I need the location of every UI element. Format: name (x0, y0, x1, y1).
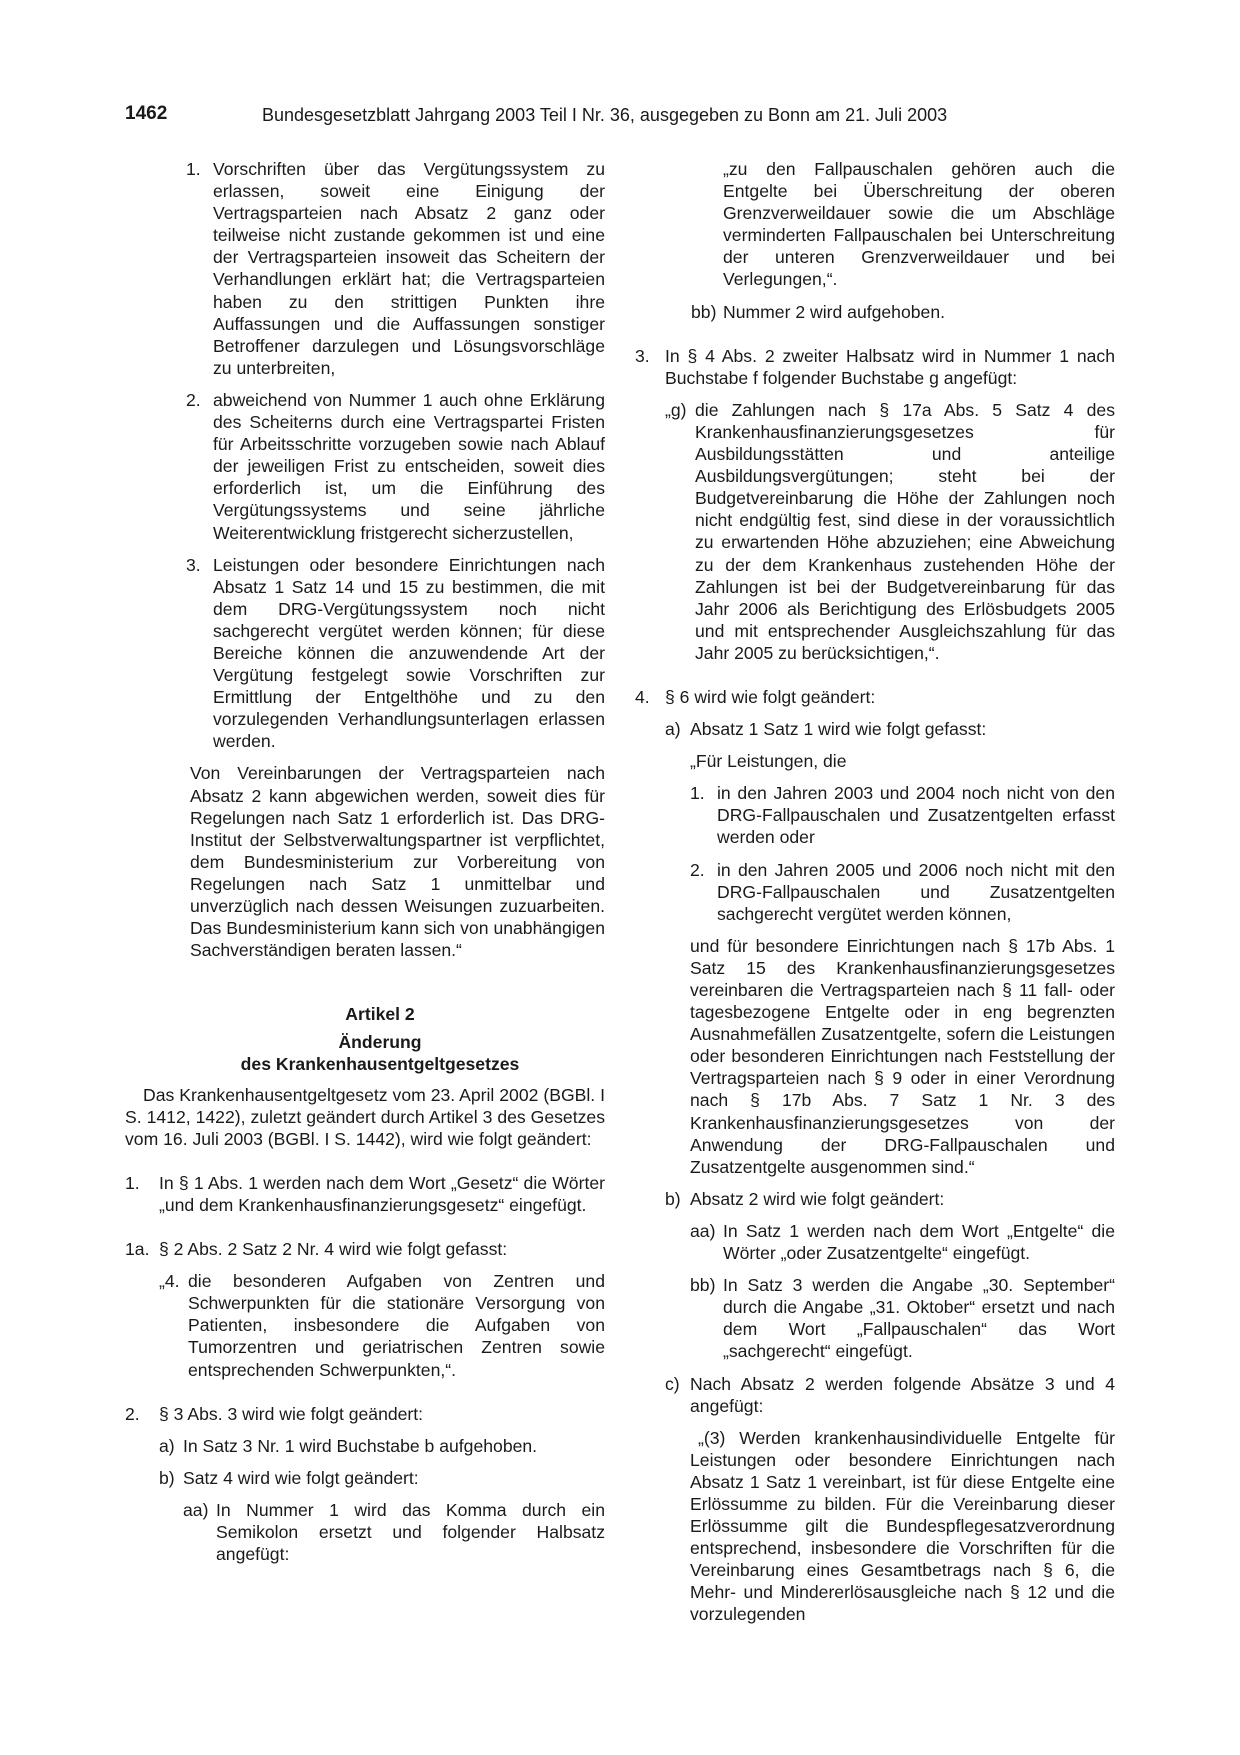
list-item (635, 1373, 1115, 1417)
quoted-item (635, 399, 1115, 664)
item-number: 2. (690, 859, 705, 880)
item-text: in den Jahren 2003 und 2004 noch nicht von den DRG-Fallpauschalen und Zusatzentgelten erfasst werden oder (717, 783, 1115, 848)
item-text: In Nummer 1 wird das Komma durch ein Semikolon ersetzt und folgender Halbsatz angefügt: (216, 1499, 605, 1565)
article-subtitle: des Krankenhausentgeltgesetzes (240, 1054, 520, 1075)
left-column (125, 158, 605, 1565)
quoted-text: „Für Leistungen, die (690, 751, 847, 772)
list-item (125, 1435, 605, 1457)
item-number: 1a. (125, 1239, 150, 1260)
item-text: Nach Absatz 2 werden folgende Absätze 3 und 4 angefügt: (690, 1373, 1115, 1416)
item-number: 3. (635, 345, 650, 366)
item-number: 1. (186, 159, 201, 179)
item-text: In Satz 1 werden nach dem Wort „Entgelte“ die Wörter „oder Zusatzentgelte“ eingefügt. (723, 1220, 1115, 1264)
item-number: bb) (691, 301, 717, 322)
list-item (635, 1274, 1115, 1362)
article-subtitle: Änderung (338, 1032, 422, 1053)
item-text: § 3 Abs. 3 wird wie folgt geändert: (159, 1403, 424, 1424)
quoted-text: „(3) Werden krankenhausindividuelle Entgelte für Leistungen oder besondere Einrichtungen nach Absatz 1 Satz 1 vereinbart, ist für diese Entgelte eine Erlössumme zu bilden. Für die Vereinbarung dieser Erlössumme gilt die Bundespflegesatzverordnung entsprechend, insbesondere die Vorschriften für die Vereinbarung eines Gesamtbetrags nach § 6, die Mehr- und Mindererlösausgleiche nach § 12 und die vorzulegenden (690, 1427, 1115, 1625)
item-text: Vorschriften über das Vergütungssystem zu erlassen, soweit eine Einigung der Vertragsparteien nach Absatz 2 ganz oder teilweise nicht zustande gekommen ist und eine der Vertragsparteien insoweit das Scheitern der Verhandlungen erklärt hat; die Vertragsparteien haben zu den strittigen Punkten ihre Auffassungen und die Auffassungen sonstiger Betroffener darzulegen und Lösungsvorschläge zu unterbreiten, (213, 159, 605, 378)
list-item (125, 1238, 605, 1260)
item-number: „4. (159, 1271, 180, 1292)
item-text: Nummer 2 wird aufgehoben. (723, 301, 945, 322)
item-text: die besonderen Aufgaben von Zentren und Schwerpunkten für die stationäre Versorgung von Patienten, insbesondere die Aufgaben von Tumorzentren und geriatrischen Zentren sowie entsprechenden Schwerpunkten,“. (188, 1271, 605, 1380)
item-text: die Zahlungen nach § 17a Abs. 5 Satz 4 des Krankenhausfinanzierungsgesetzes für Ausbildungsstätten und anteilige Ausbildungsvergütungen; steht bei der Budgetvereinbarung die Höhe der Zahlungen noch nicht endgültig fest, sind diese in der voraussichtlich zu erwartenden Höhe abzuziehen; eine Abweichung zu der dem Krankenhaus zustehenden Höhe der Zahlungen ist bei der Budgetvereinbarung für das Jahr 2006 als Berichtigung des Erlösbudgets 2005 und mit entsprechender Ausgleichszahlung für das Jahr 2005 zu berücksichtigen,“. (695, 399, 1115, 663)
page-number: 1462 (125, 103, 168, 124)
item-number: a) (665, 719, 681, 740)
item-number: b) (159, 1467, 175, 1488)
list-item (635, 1188, 1115, 1210)
item-text: Absatz 2 wird wie folgt geändert: (690, 1188, 945, 1209)
list-item (125, 554, 605, 753)
list-item (125, 1172, 605, 1216)
closing-paragraph: Von Vereinbarungen der Vertragsparteien nach Absatz 2 kann abgewichen werden, soweit dies für Regelungen nach Satz 1 erforderlich ist. Das DRG-Institut der Selbstverwaltungspartner ist verpflichtet, dem Bundesministerium zur Vorbereitung von Regelungen nach Satz 1 unmittelbar und unverzüglich nach dessen Weisungen zuzuarbeiten. Das Bundesministerium kann sich von unabhängigen Sachverständigen beraten lassen.“ (190, 763, 605, 961)
quoted-text: „zu den Fallpauschalen gehören auch die Entgelte bei Überschreitung der oberen Grenzverweildauer sowie die um Abschläge verminderten Fallpauschalen bei Unterschreitung der unteren Grenzverweildauer und bei Verlegungen,“. (723, 159, 1115, 290)
quoted-text: und für besondere Einrichtungen nach § 17b Abs. 1 Satz 15 des Krankenhausfinanzierungsgesetzes vereinbaren die Vertragsparteien nach § 11 fall- oder tagesbezogene Entgelte oder in eng begrenzten Ausnahmefällen Zusatzentgelte, sofern die Leistungen oder besonderen Einrichtungen nach Feststellung der Vertragsparteien nach § 9 oder in einer Verordnung nach § 17b Abs. 7 Satz 1 Nr. 3 des Krankenhausfinanzierungsgesetzes von der Anwendung der DRG-Fallpauschalen und Zusatzentgelte ausgenommen sind.“ (690, 935, 1115, 1177)
item-text: § 6 wird wie folgt geändert: (665, 686, 876, 707)
item-text: In Satz 3 werden die Angabe „30. September“ durch die Angabe „31. Oktober“ ersetzt und nach dem Wort „Fallpauschalen“ das Wort „sachgerecht“ eingefügt. (723, 1275, 1115, 1362)
list-item (635, 782, 1115, 848)
item-text: § 2 Abs. 2 Satz 2 Nr. 4 wird wie folgt gefasst: (159, 1239, 508, 1260)
item-number: c) (665, 1373, 680, 1394)
right-column (635, 158, 1115, 1626)
item-text: abweichend von Nummer 1 auch ohne Erklärung des Scheiterns durch eine Vertragspartei Fristen für Arbeitsschritte vorzugeben sowie nach Ablauf der jeweiligen Frist zu entscheiden, soweit dies erforderlich ist, um die Einführung des Vergütungssystems und seine jährliche Weiterentwicklung fristgerecht sicherzustellen, (213, 389, 605, 543)
list-item (125, 1403, 605, 1425)
item-text: Satz 4 wird wie folgt geändert: (183, 1467, 419, 1488)
item-number: aa) (690, 1220, 716, 1241)
item-number: 4. (635, 686, 650, 707)
item-text: In § 1 Abs. 1 werden nach dem Wort „Gesetz“ die Wörter „und dem Krankenhausfinanzierungsgesetz“ eingefügt. (159, 1172, 605, 1215)
list-item (635, 686, 1115, 708)
item-number: 2. (186, 389, 201, 410)
item-number: 1. (125, 1172, 140, 1193)
item-number: 3. (186, 554, 201, 575)
item-number: b) (665, 1188, 681, 1209)
list-item (125, 158, 605, 379)
item-text: in den Jahren 2005 und 2006 noch nicht mit den DRG-Fallpauschalen und Zusatzentgelten sachgerecht vergütet werden können, (717, 859, 1115, 924)
quoted-item (125, 1270, 605, 1380)
item-number: 2. (125, 1403, 140, 1424)
item-number: 1. (690, 783, 705, 804)
list-item (635, 345, 1115, 389)
list-item (635, 718, 1115, 740)
item-text: Leistungen oder besondere Einrichtungen nach Absatz 1 Satz 14 und 15 zu bestimmen, die mit dem DRG-Vergütungssystem noch nicht sachgerecht vergütet werden können; für diese Bereiche können die anzuwendende Art der Vergütung festgelegt sowie Vorschriften zur Ermittlung der Entgelthöhe und zu den vorzulegenden Verhandlungsunterlagen erlassen werden. (213, 554, 605, 752)
item-text: In § 4 Abs. 2 zweiter Halbsatz wird in Nummer 1 nach Buchstabe f folgender Buchstabe g angefügt: (665, 345, 1115, 388)
item-text: In Satz 3 Nr. 1 wird Buchstabe b aufgehoben. (183, 1435, 538, 1456)
list-item (635, 859, 1115, 925)
intro-paragraph: Das Krankenhausentgeltgesetz vom 23. April 2002 (BGBl. I S. 1412, 1422), zuletzt geändert durch Artikel 3 des Gesetzes vom 16. Juli 2003 (BGBl. I S. 1442), wird wie folgt geändert: (125, 1084, 605, 1149)
item-number: a) (159, 1435, 175, 1456)
item-number: „g) (665, 399, 687, 420)
item-number: bb) (690, 1275, 716, 1296)
list-item (125, 389, 605, 544)
list-item (125, 1499, 605, 1565)
list-item (635, 301, 1115, 323)
list-item (635, 1220, 1115, 1264)
header-title: Bundesgesetzblatt Jahrgang 2003 Teil I Nr. 36, ausgegeben zu Bonn am 21. Juli 2003 (262, 105, 948, 125)
article-title: Artikel 2 (345, 1004, 415, 1025)
list-item (125, 1467, 605, 1489)
item-text: Absatz 1 Satz 1 wird wie folgt gefasst: (690, 719, 987, 740)
item-number: aa) (183, 1499, 209, 1520)
